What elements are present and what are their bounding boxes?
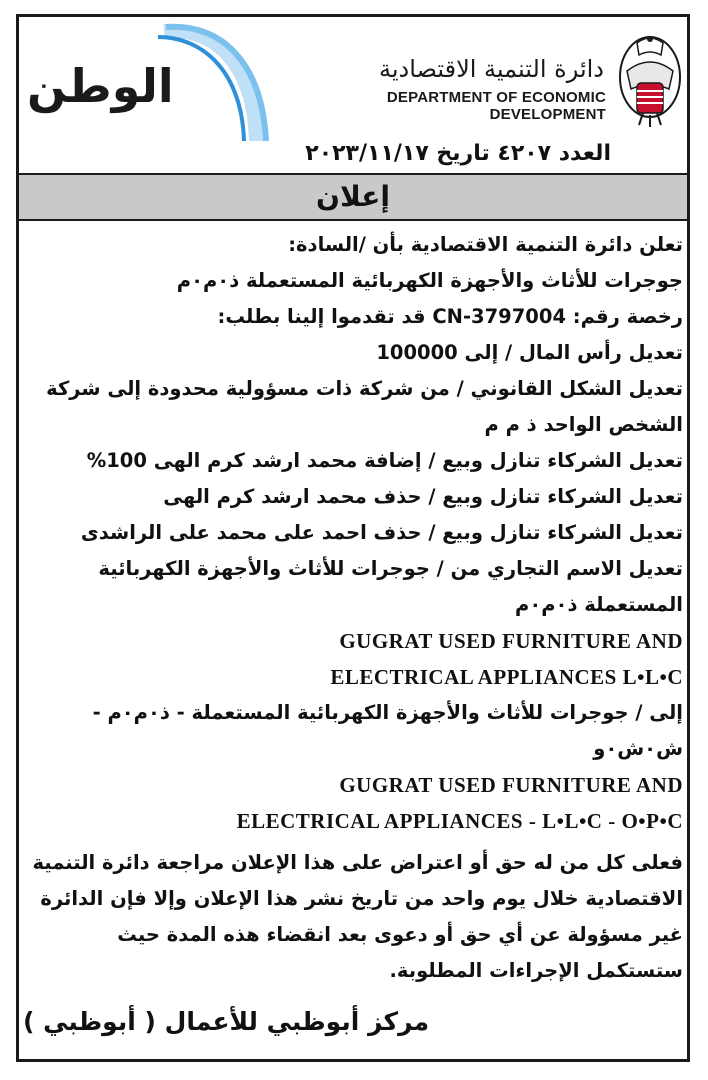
notice-line: تعديل رأس المال / إلى 100000 bbox=[376, 341, 683, 364]
notice-frame bbox=[16, 14, 690, 1062]
notice-line: تعديل الشركاء تنازل وبيع / حذف محمد ارشد كرم الهى bbox=[163, 485, 683, 508]
english-trade-name-line: ELECTRICAL APPLIANCES - L•L•C - O•P•C bbox=[236, 809, 683, 833]
english-trade-name-line: GUGRAT USED FURNITURE AND bbox=[339, 629, 683, 653]
notice-line: تعديل الشركاء تنازل وبيع / حذف احمد على محمد على الراشدى bbox=[80, 521, 683, 544]
issue-number-date: العدد ٤٢٠٧ تاريخ ٢٠٢٣/١١/١٧ bbox=[305, 141, 611, 166]
notice-footer: مركز أبوظبي للأعمال ( أبوظبي ) bbox=[23, 1007, 430, 1036]
notice-line: تعديل الاسم التجاري من / جوجرات للأثاث والأجهزة الكهربائية المستعملة ذ٠م٠م bbox=[98, 557, 683, 616]
notice-line: تعديل الشركاء تنازل وبيع / إضافة محمد ارشد كرم الهى 100% bbox=[86, 449, 683, 472]
newspaper-logo: الوطن bbox=[27, 59, 174, 113]
header bbox=[19, 17, 687, 145]
department-name-arabic: دائرة التنمية الاقتصادية bbox=[379, 55, 604, 83]
notice-title: إعلان bbox=[316, 180, 390, 213]
notice-line: جوجرات للأثاث والأجهزة الكهربائية المستعملة ذ٠م٠م bbox=[176, 269, 683, 292]
notice-line: تعديل الشكل القانوني / من شركة ذات مسؤولية محدودة إلى شركة الشخص الواحد ذ م م bbox=[46, 377, 683, 436]
english-trade-name-line: ELECTRICAL APPLIANCES L•L•C bbox=[330, 665, 683, 689]
notice-line: تعلن دائرة التنمية الاقتصادية بأن /السادة: bbox=[288, 233, 683, 256]
department-name-english: DEPARTMENT OF ECONOMIC DEVELOPMENT bbox=[386, 89, 606, 123]
falcon-emblem-icon bbox=[617, 31, 683, 129]
notice-title-bar bbox=[19, 173, 687, 221]
notice-closing-paragraph: فعلى كل من له حق أو اعتراض على هذا الإعلان مراجعة دائرة التنمية الاقتصادية خلال يوم واحد من تاريخ نشر هذا الإعلان وإلا فإن الدائرة غير مسؤولة عن أي حق أو دعوى بعد انقضاء هذه المدة حيث ستستكمل الإجراءات المطلوبة. bbox=[32, 851, 683, 982]
english-trade-name-line: GUGRAT USED FURNITURE AND bbox=[339, 773, 683, 797]
notice-line: إلى / جوجرات للأثاث والأجهزة الكهربائية المستعملة - ذ٠م٠م - ش٠ش٠و bbox=[92, 701, 683, 760]
notice-line: رخصة رقم: CN-3797004 قد تقدموا إلينا بطلب: bbox=[217, 305, 683, 328]
notice-body bbox=[23, 227, 683, 989]
